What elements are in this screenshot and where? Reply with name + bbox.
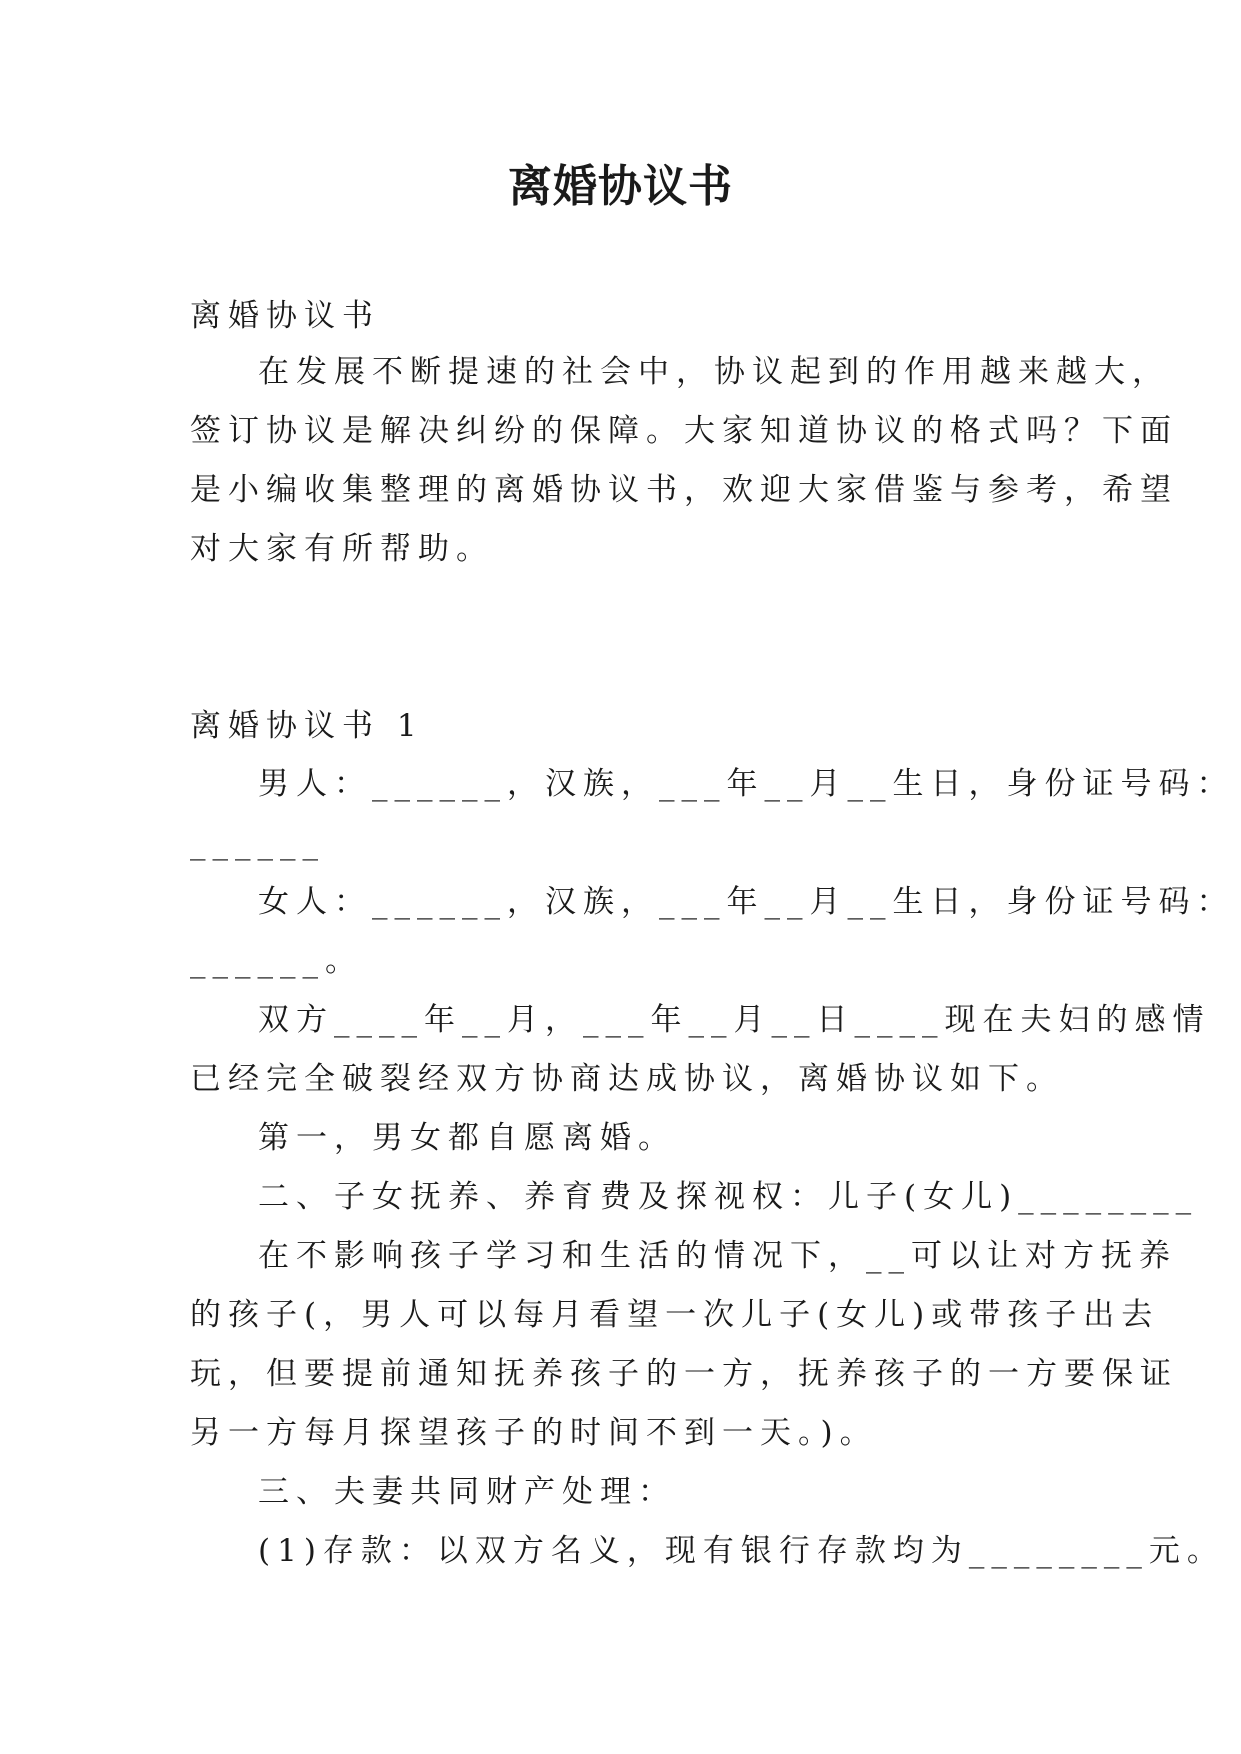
clause-2-heading: 二、子女抚养、养育费及探视权：儿子(女儿)________ xyxy=(258,1179,1199,1215)
marriage-statement-line-2: 已经完全破裂经双方协商达成协议，离婚协议如下。 xyxy=(190,1061,1064,1097)
clause-2-line-1: 在不影响孩子学习和生活的情况下，__可以让对方抚养 xyxy=(258,1238,1177,1274)
woman-info-line: 女人：______，汉族，___年__月__生日，身份证号码： xyxy=(258,884,1235,920)
clause-2-line-3: 玩，但要提前通知抚养孩子的一方，抚养孩子的一方要保证 xyxy=(190,1356,1178,1392)
intro-paragraph-line-3: 是小编收集整理的离婚协议书，欢迎大家借鉴与参考，希望 xyxy=(190,472,1178,508)
clause-2-line-2: 的孩子(，男人可以每月看望一次儿子(女儿)或带孩子出去 xyxy=(190,1297,1160,1333)
section-heading-agreement-1: 离婚协议书 1 xyxy=(190,708,424,744)
intro-paragraph-line-1: 在发展不断提速的社会中，协议起到的作用越来越大， xyxy=(258,354,1170,390)
marriage-statement-line-1: 双方____年__月，___年__月__日____现在夫妇的感情 xyxy=(258,1002,1211,1038)
clause-1: 第一，男女都自愿离婚。 xyxy=(258,1120,676,1156)
man-info-line: 男人：______，汉族，___年__月__生日，身份证号码： xyxy=(258,766,1235,802)
woman-id-blank: ______。 xyxy=(190,943,363,979)
document-title: 离婚协议书 xyxy=(508,161,733,212)
intro-paragraph-line-2: 签订协议是解决纠纷的保障。大家知道协议的格式吗？下面 xyxy=(190,413,1178,449)
man-id-blank: ______ xyxy=(190,825,325,861)
clause-3-item-1: (1)存款：以双方名义，现有银行存款均为________元。 xyxy=(258,1533,1225,1569)
section-heading-intro: 离婚协议书 xyxy=(190,298,380,334)
clause-3-heading: 三、夫妻共同财产处理： xyxy=(258,1474,676,1510)
intro-paragraph-line-4: 对大家有所帮助。 xyxy=(190,531,494,567)
clause-2-line-4: 另一方每月探望孩子的时间不到一天。)。 xyxy=(190,1415,878,1451)
